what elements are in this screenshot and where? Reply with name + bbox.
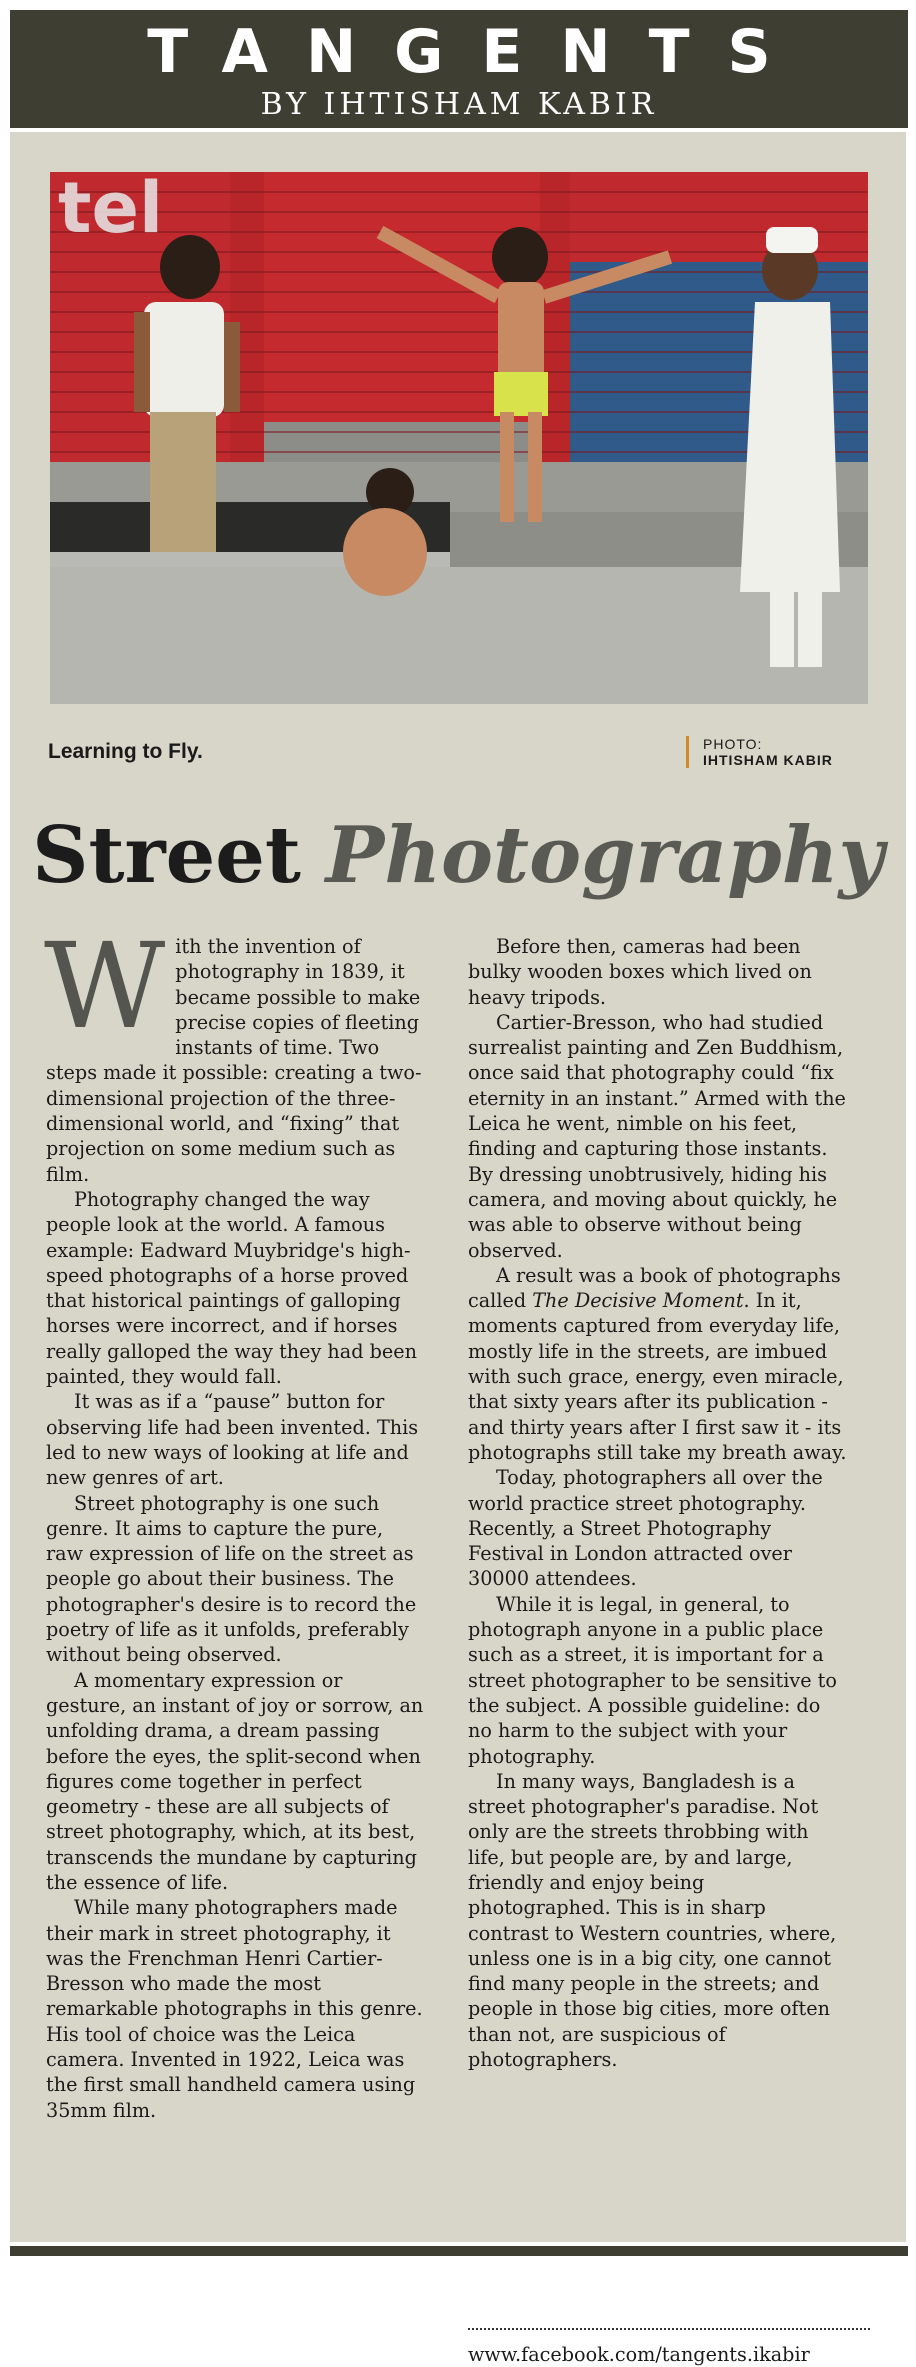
article-paragraph: Cartier-Bresson, who had studied surrealist painting and Zen Buddhism, once said that photography could “fix eternity in an instant.” Armed with the Leica he went, nimble on his feet, finding and capturing those instants. By dressing unobtrusively, hiding his camera, and moving about quickly, he was able to observe without being observed. [468,1010,846,1262]
article-photo [50,172,868,704]
book-title: The Decisive Moment [532,1289,744,1313]
shop-sign-text: tel [58,172,163,249]
article-paragraph: Photography changed the way people look at the world. A famous example: Eadward Muybridge's high-speed photographs of a horse proved that historical paintings of galloping horses were incorrect, and if horses really galloped the way they had been painted, they would fall. [46,1187,417,1389]
article-paragraph: A result was a book of photographs called The Decisive Moment. In it, moments captured from everyday life, mostly life in the streets, are imbued with such grace, energy, even miracle, that sixty years after its publication - and thirty years after I first saw it - its photographs still take my breath away. [468,1263,847,1464]
article-paragraph: While many photographers made their mark in street photography, it was the Frenchman Henri Cartier-Bresson who made the most remarkable photographs in this genre. His tool of choice was the Leica camera. Invented in 1922, Leica was the first small handheld camera using 35mm film. [46,1896,423,2122]
drop-cap: W [44,917,166,1055]
article-column-left [44,917,426,2123]
photo-caption: Learning to Fly. [48,740,203,763]
article-paragraph: Today, photographers all over the world practice street photography. Recently, a Street Photography Festival in London attracted over 30000 attendees. [468,1466,823,1591]
masthead [10,10,908,128]
headline-plain: Street [32,810,301,901]
article-paragraph: Street photography is one such genre. It aims to capture the pure, raw expression of life on the street as people go about their business. The photographer's desire is to record the poetry of life as it unfolds, preferably without being observed. [46,1491,417,1667]
street-scene-illustration [50,172,868,704]
photo-credit [686,736,833,768]
masthead-title: TANGENTS [147,17,809,87]
article-paragraph: Before then, cameras had been bulky wooden boxes which lived on heavy tripods. [468,935,812,1009]
credit-name: IHTISHAM KABIR [703,752,833,768]
credit-label: PHOTO: [703,736,763,752]
headline-italic: Photography [325,810,884,901]
article-paragraph: While it is legal, in general, to photograph anyone in a public place such as a street, it is important for a street photographer to be sensitive to the subject. A possible guideline: do no harm to the subject with your photography. [468,1592,837,1768]
article-paragraph: It was as if a “pause” button for observing life had been invented. This led to new ways of looking at life and new genres of art. [46,1390,419,1490]
web-link[interactable]: www.facebook.com/tangents.ikabir [468,2343,810,2366]
article-headline [10,808,906,904]
article-paragraph: A momentary expression or gesture, an instant of joy or sorrow, an unfolding drama, a dream passing before the eyes, the split-second when figures come together in perfect geometry - these are all subjects of street photography, which, at its best, transcends the mundane by capturing the essence of life. [46,1668,424,1894]
article-panel [10,132,906,2366]
article-paragraph: In many ways, Bangladesh is a street photographer's paradise. Not only are the streets throbbing with life, but people are, by and large, friendly and enjoy being photographed. This is in sharp contrast to Western countries, where, unless one is in a big city, one cannot find many people in the streets; and people in those big cities, more often than not, are suspicious of photographers. [468,1769,837,2072]
bottom-rule [10,2246,908,2256]
dotted-divider [468,2328,870,2330]
article-paragraph: With the invention of photography in 1839, it became possible to make precise copies of fleeting instants of time. Two steps made it possible: creating a two-dimensional projection of the three-dimensional world, and “fixing” that projection on some medium such as film. [44,917,422,1186]
article-column-right [468,934,848,2072]
masthead-byline: BY IHTISHAM KABIR [260,87,658,122]
